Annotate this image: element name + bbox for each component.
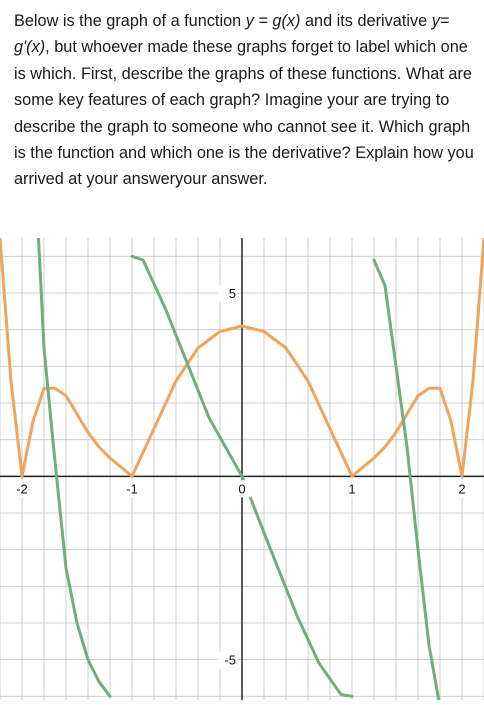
green-curve [374,260,442,700]
function-notation: y = g(x) [245,12,301,30]
x-tick-label: 1 [348,481,356,497]
derivative-notation: y= g'(x) [14,12,450,57]
question-part-3: , but whoever made these graphs forget to label which one is which. First, describe the graphs of these functions. What are some key features of each graph? Imagine your are trying to describe the graph to someone who cannot see it. Which graph is the function and which one is the derivative? Explain how you arrived at your answeryour answer. [14,38,474,189]
y-tick-label: 5 [228,286,236,301]
question-part-2: and its derivative [300,12,432,30]
function-graph [0,238,484,700]
green-curve [39,238,111,696]
graph-area [0,238,484,700]
x-tick-label: 0 [238,481,246,497]
x-tick-label: -2 [16,481,28,497]
axes [0,238,484,700]
question-part-1: Below is the graph of a function [14,12,246,30]
question-text [14,8,476,193]
x-tick-label: -1 [126,481,138,497]
x-tick-label: 2 [458,481,466,497]
y-tick-label: -5 [224,652,236,668]
